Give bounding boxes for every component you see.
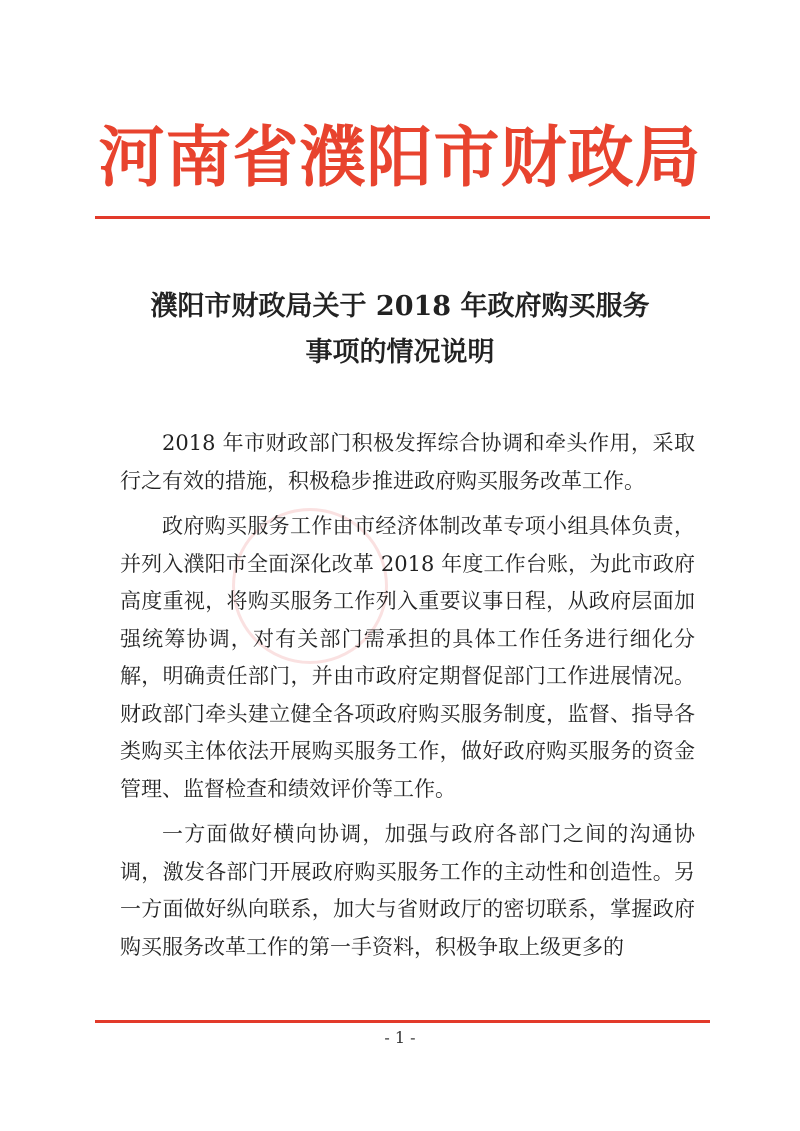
body-paragraph-1: 2018 年市财政部门积极发挥综合协调和牵头作用，采取行之有效的措施，积极稳步推进政府购买服务改革工作。 [120,431,695,493]
footer-red-rule [95,1020,710,1023]
document-title [60,284,740,376]
document-title-line-1: 濮阳市财政局关于 2018 年政府购买服务 [150,291,650,322]
letterhead-agency-name: 河南省濮阳市财政局 [98,118,702,196]
body-paragraph-2: 政府购买服务工作由市经济体制改革专项小组具体负责，并列入濮阳市全面深化改革 2018 年度工作台账，为此市政府高度重视，将购买服务工作列入重要议事日程，从政府层面加强统筹协调，对有关部门需承担的具体工作任务进行细化分解，明确责任部门，并由市政府定期督促部门工作进展情况。财政部门牵头建立健全各项政府购买服务制度，监督、指导各类购买主体依法开展购买服务工作，做好政府购买服务的资金管理、监督检查和绩效评价等工作。 [120,514,695,801]
document-body [120,425,695,974]
letterhead-red-rule [95,216,710,219]
document-title-line-2: 事项的情况说明 [305,337,495,368]
page-number: - 1 - [384,1028,416,1047]
body-paragraph-3: 一方面做好横向协调，加强与政府各部门之间的沟通协调，激发各部门开展政府购买服务工作的主动性和创造性。另一方面做好纵向联系，加大与省财政厅的密切联系，掌握政府购买服务改革工作的第一手资料，积极争取上级更多的 [120,822,695,959]
